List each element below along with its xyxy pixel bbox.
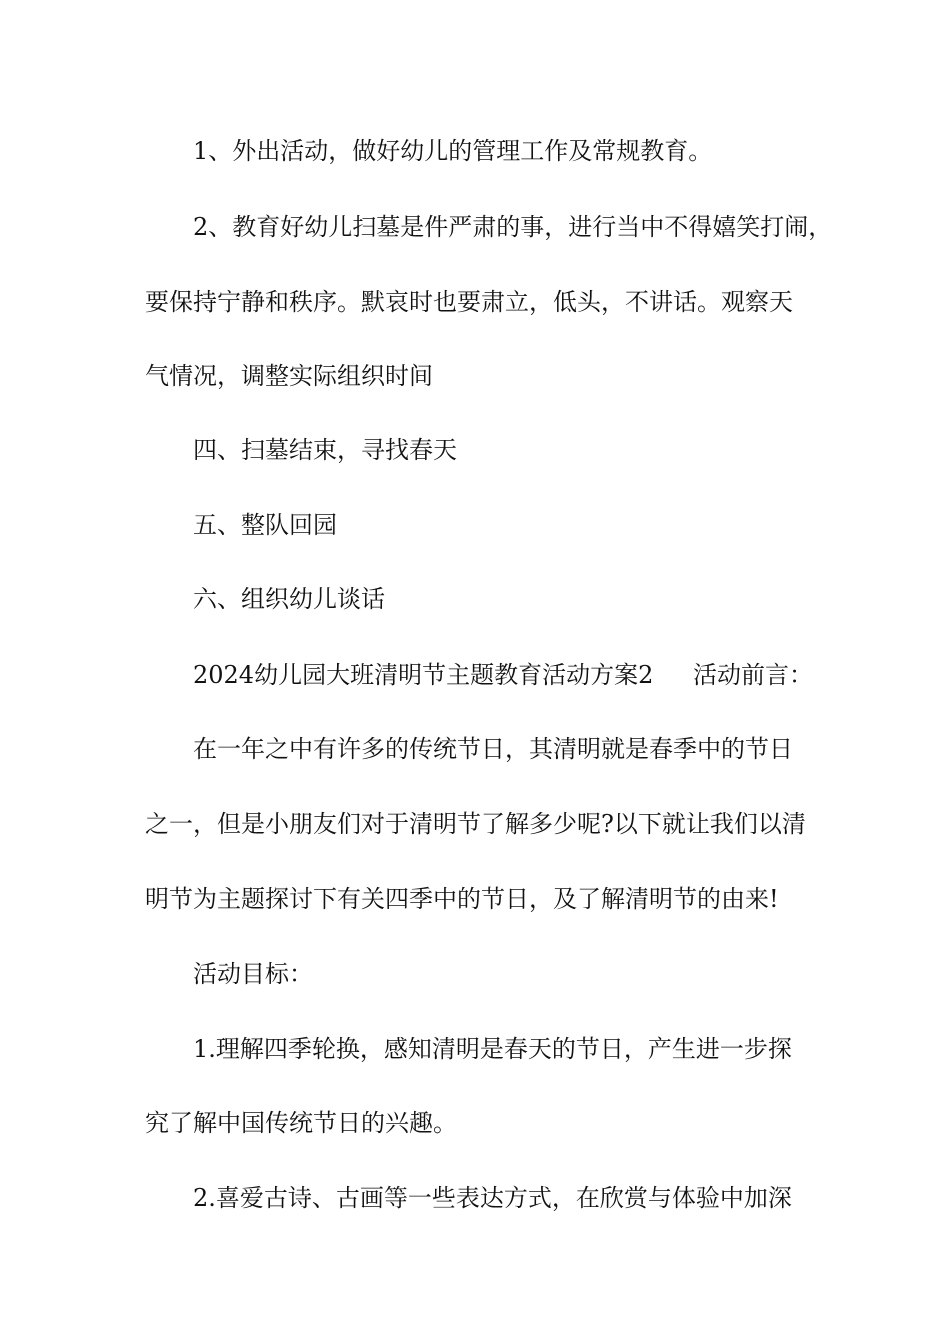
paragraph-line: 2.喜爱古诗、古画等一些表达方式，在欣赏与体验中加深	[193, 1184, 792, 1212]
section-heading: 五、整队回园	[193, 511, 337, 539]
paragraph-line: 究了解中国传统节日的兴趣。	[145, 1109, 457, 1137]
paragraph-line: 在一年之中有许多的传统节日，其清明就是春季中的节日	[193, 735, 793, 763]
section-heading: 四、扫墓结束，寻找春天	[193, 436, 457, 464]
paragraph-line: 之一，但是小朋友们对于清明节了解多少呢?以下就让我们以清	[145, 810, 806, 838]
paragraph-line: 1、外出活动，做好幼儿的管理工作及常规教育。	[193, 137, 713, 165]
plan-title: 2024幼儿园大班清明节主题教育活动方案2	[193, 661, 654, 689]
paragraph-line: 要保持宁静和秩序。默哀时也要肃立，低头，不讲话。观察天	[145, 288, 793, 316]
paragraph-line: 明节为主题探讨下有关四季中的节日，及了解清明节的由来!	[145, 885, 779, 913]
section-heading: 活动目标：	[193, 960, 313, 988]
section-heading: 六、组织幼儿谈话	[193, 585, 385, 613]
paragraph-line: 气情况，调整实际组织时间	[145, 362, 433, 390]
preface-heading: 活动前言：	[693, 661, 813, 689]
paragraph-line: 2、教育好幼儿扫墓是件严肃的事，进行当中不得嬉笑打闹，	[193, 213, 833, 241]
paragraph-line: 1.理解四季轮换，感知清明是春天的节日，产生进一步探	[193, 1035, 792, 1063]
